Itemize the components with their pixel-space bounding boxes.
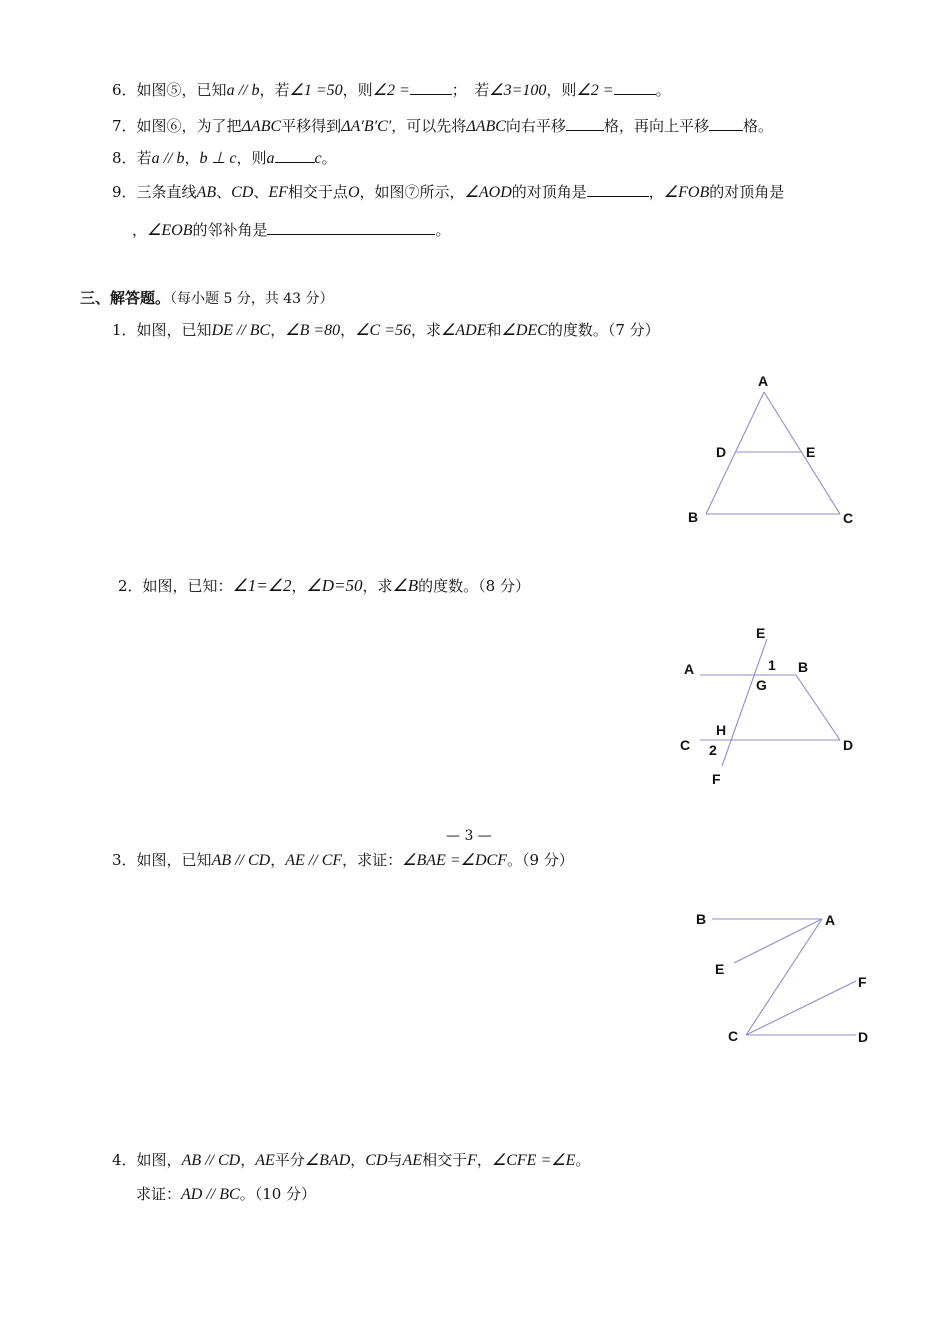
label-d: D — [843, 737, 854, 753]
label-d: D — [858, 1029, 869, 1045]
problem-3: 3．如图，已知AB // CD，AE // CF，求证：∠BAE =∠DCF。（9 分） — [112, 851, 574, 869]
label-b: B — [696, 911, 707, 927]
problem-2: 2．如图，已知：∠1=∠2，∠D=50，求∠B的度数。（8 分） — [118, 576, 530, 595]
question-7: 7．如图⑥，为了把ΔABC平移得到ΔA′B′C′，可以先将ΔABC向右平移 格，再向上平移 格。 — [112, 117, 773, 135]
label-h: H — [716, 722, 727, 738]
segment-ea — [734, 919, 822, 963]
label-e: E — [806, 444, 816, 460]
segment-bd — [796, 675, 840, 740]
answer-blank[interactable] — [709, 116, 743, 131]
answer-blank[interactable] — [275, 148, 315, 163]
answer-blank[interactable] — [614, 80, 656, 95]
segment-ac — [746, 919, 822, 1035]
label-d: D — [716, 444, 727, 460]
label-a: A — [758, 373, 769, 389]
answer-blank[interactable] — [566, 116, 604, 131]
question-8: 8．若a // b，b ⊥ c，则a c。 — [112, 149, 337, 167]
problem-1: 1．如图，已知DE // BC，∠B =80，∠C =56，求∠ADE和∠DEC的度数。（7 分） — [112, 321, 660, 339]
figure-zigzag — [690, 905, 890, 1055]
question-9: 9．三条直线AB、CD、EF相交于点O，如图⑦所示，∠AOD的对顶角是 ，∠FOB的对顶角是 — [112, 183, 785, 201]
figure-transversal-ef — [676, 622, 876, 792]
answer-blank[interactable] — [410, 80, 452, 95]
label-c: C — [680, 737, 691, 753]
label-c: C — [843, 510, 854, 526]
label-b: B — [688, 509, 699, 525]
answer-blank[interactable] — [587, 182, 649, 197]
problem-4: 4．如图，AB // CD，AE平分∠BAD，CD与AE相交于F，∠CFE =∠E。 — [112, 1151, 591, 1169]
label-e: E — [756, 625, 766, 641]
segment-cf — [746, 981, 856, 1035]
label-c: C — [728, 1028, 739, 1044]
question-6: 6．如图⑤，已知a // b，若∠1 =50，则∠2 = ； 若∠3=100，则∠2 = 。 — [112, 81, 671, 99]
label-f: F — [712, 771, 721, 787]
label-a: A — [684, 661, 695, 677]
label-e: E — [715, 961, 725, 977]
problem-4-prove: 求证：AD // BC。（10 分） — [136, 1185, 317, 1203]
label-b: B — [798, 659, 809, 675]
page-number: — 3 — — [446, 828, 492, 844]
question-9-continued: ，∠EOB的邻补角是 。 — [132, 221, 451, 239]
segment-ef — [722, 639, 767, 766]
label-a: A — [825, 912, 836, 928]
label-2: 2 — [709, 742, 717, 758]
label-1: 1 — [768, 657, 776, 673]
answer-blank[interactable] — [267, 220, 435, 235]
label-f: F — [858, 974, 867, 990]
segment-ab — [706, 392, 764, 514]
figure-triangle-de-bc — [680, 368, 880, 538]
segment-ac — [764, 392, 840, 514]
section-header: 三、解答题。（每小题 5 分，共 43 分） — [80, 289, 334, 307]
label-g: G — [756, 677, 767, 693]
